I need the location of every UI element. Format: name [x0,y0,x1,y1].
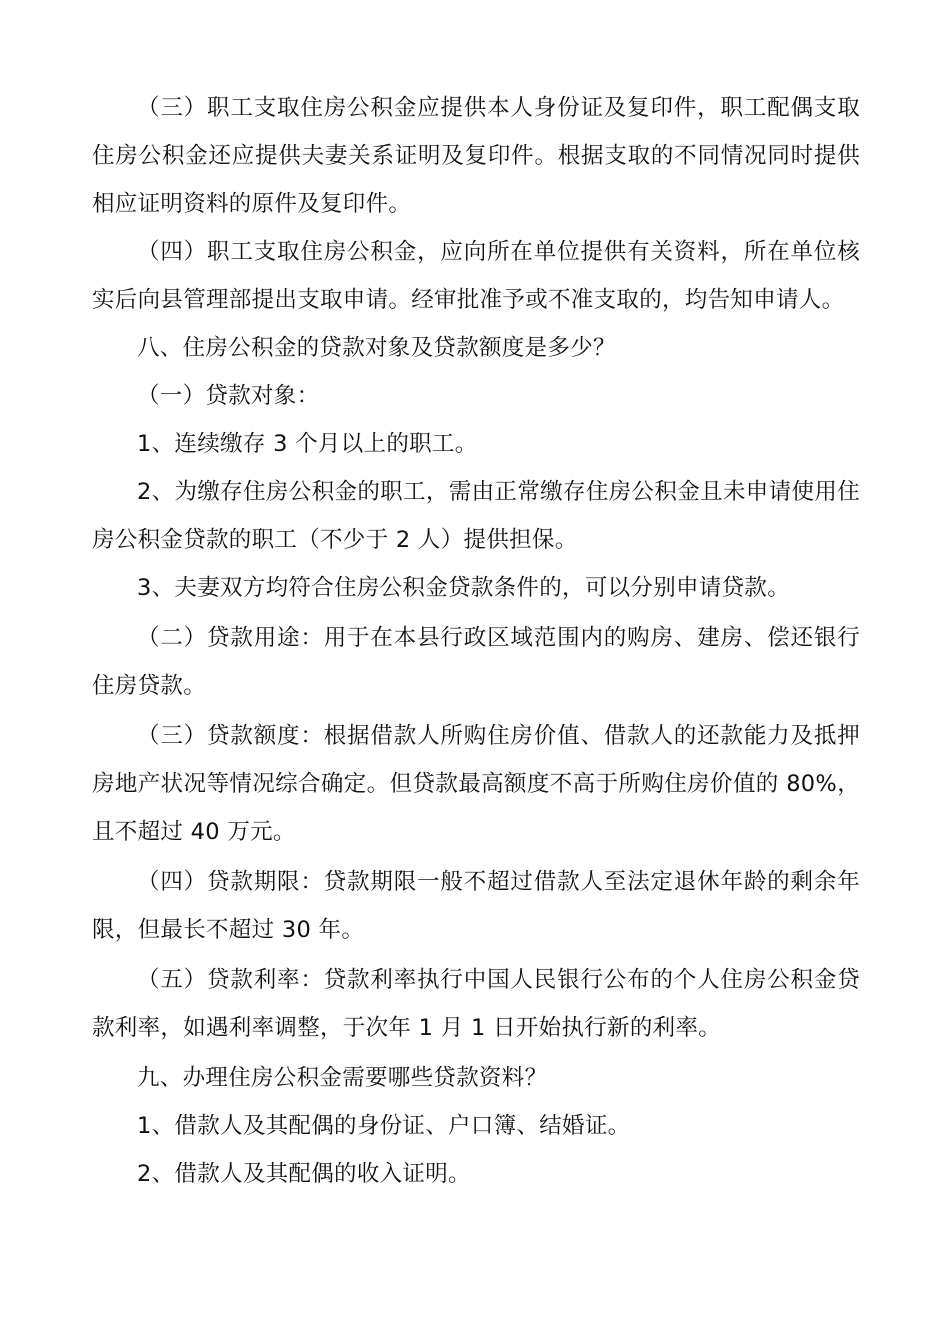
document-page [92,84,860,1198]
subheading-loan-target: （一）贷款对象： [137,383,320,409]
paragraph-loan-purpose: （二）贷款用途：用于在本县行政区域范围内的购房、建房、偿还银行住房贷款。 [92,625,860,699]
list-item-couple-loan: 3、夫妻双方均符合住房公积金贷款条件的，可以分别申请贷款。 [137,575,791,601]
paragraph-withdrawal-process: （四）职工支取住房公积金，应向所在单位提供有关资料，所在单位核实后向县管理部提出支取申请。经审批准予或不准支取的，均告知申请人。 [92,239,860,313]
paragraph-loan-amount: （三）贷款额度：根据借款人所购住房价值、借款人的还款能力及抵押房地产状况等情况综合确定。但贷款最高额度不高于所购住房价值的 80%，且不超过 40 万元。 [92,723,860,845]
paragraph-withdrawal-id: （三）职工支取住房公积金应提供本人身份证及复印件，职工配偶支取住房公积金还应提供夫妻关系证明及复印件。根据支取的不同情况同时提供相应证明资料的原件及复印件。 [92,95,860,217]
list-item-continuous-deposit: 1、连续缴存 3 个月以上的职工。 [137,431,478,457]
paragraph-loan-rate: （五）贷款利率：贷款利率执行中国人民银行公布的个人住房公积金贷款利率，如遇利率调整，于次年 1 月 1 日开始执行新的利率。 [92,967,860,1041]
list-item-id-documents: 1、借款人及其配偶的身份证、户口簿、结婚证。 [137,1113,631,1139]
section-heading-loan-documents: 九、办理住房公积金需要哪些贷款资料？ [137,1065,548,1091]
section-heading-loan-eligibility: 八、住房公积金的贷款对象及贷款额度是多少？ [137,335,616,361]
list-item-income-proof: 2、借款人及其配偶的收入证明。 [137,1161,471,1187]
paragraph-loan-term: （四）贷款期限：贷款期限一般不超过借款人至法定退休年龄的剩余年限，但最长不超过 30 年。 [92,869,860,943]
list-item-guarantee: 2、为缴存住房公积金的职工，需由正常缴存住房公积金且未申请使用住房公积金贷款的职工（不少于 2 人）提供担保。 [92,479,860,553]
